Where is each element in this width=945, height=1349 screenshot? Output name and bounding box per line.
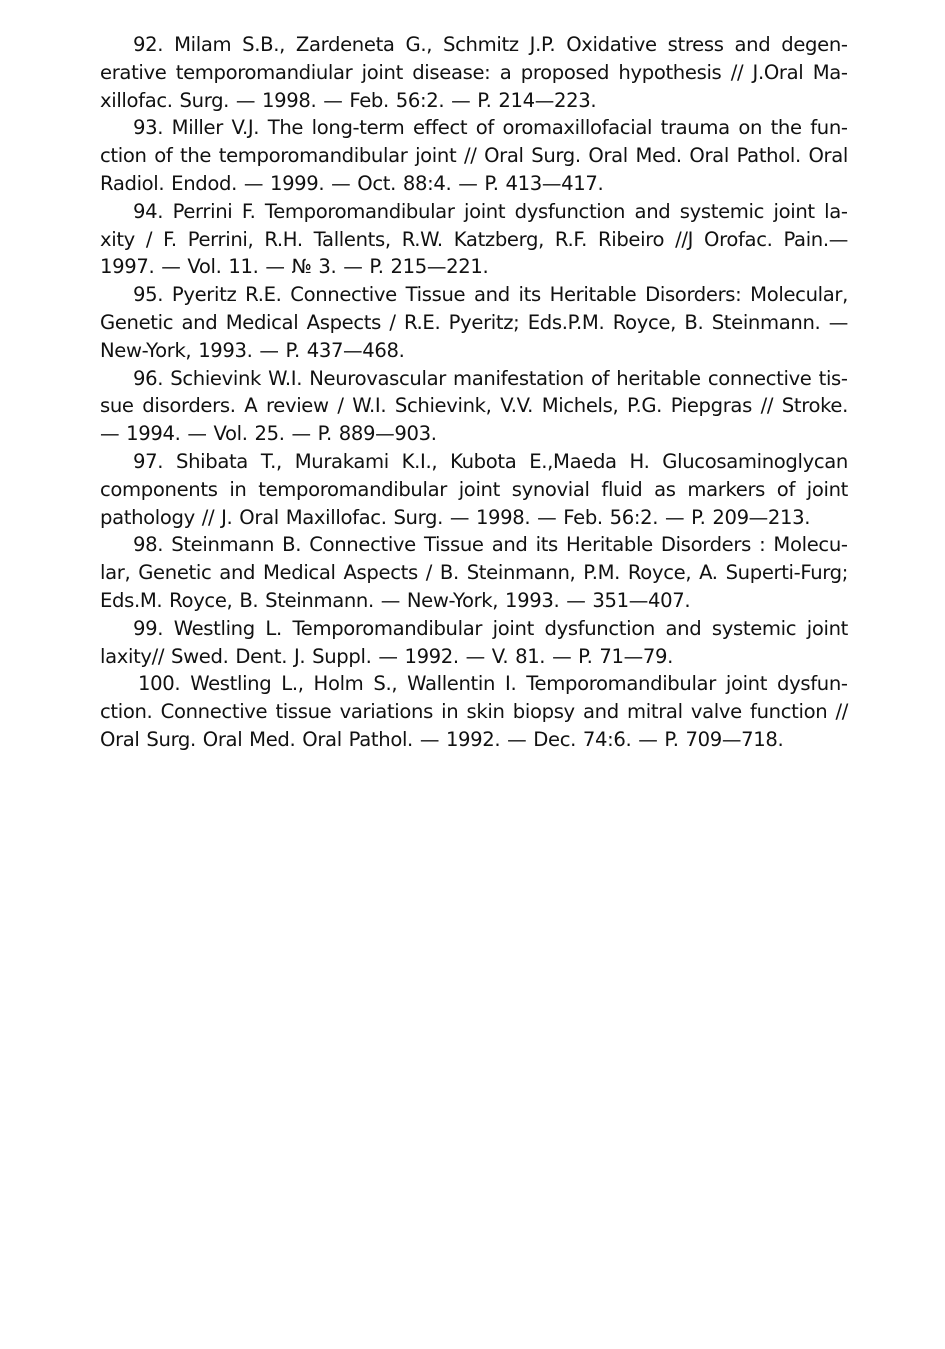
reference-item-98 — [100, 531, 848, 614]
reference-number: 96. — [133, 366, 164, 390]
reference-item-93 — [100, 114, 848, 197]
reference-item-92 — [100, 31, 848, 114]
reference-list — [100, 31, 848, 754]
reference-item-100 — [100, 670, 848, 753]
reference-number: 95. — [133, 283, 164, 307]
reference-text: Schievink W.I. Neurovascular manifestation of heritable connective tissue disorders. A review / W.I. Schievink, V.V. Michels, P.G. Piepgras // Stroke. — 1994. — Vol. 25. — P. 889—903. — [100, 366, 848, 446]
reference-text: Westling L., Holm S., Wallentin I. Temporomandibular joint dysfunction. Connective tissue variations in skin biopsy and mitral valve function // Oral Surg. Oral Med. Oral Pathol. — 1992. — Dec. 74:6. — P. 709—718. — [100, 672, 848, 751]
reference-item-99 — [100, 615, 848, 671]
reference-text: Milam S.B., Zardeneta G., Schmitz J.P. Oxidative stress and degenerative temporomandiular joint disease: a proposed hypothesis // J.Oral Maxillofac. Surg. — 1998. — Feb. 56:2. — P. 214—223. — [100, 33, 848, 112]
reference-number: 92. — [133, 33, 164, 56]
reference-text: Shibata T., Murakami K.I., Kubota E.,Maeda H. Glucosaminoglycan components in temporomandibular joint synovial fluid as markers of joint pathology // J. Oral Maxillofac. Surg. — 1998. — Feb. 56:2. — P. 209—213. — [100, 449, 848, 529]
reference-text: Westling L. Temporomandibular joint dysfunction and systemic joint laxity// Swed. Dent. J. Suppl. — 1992. — V. 81. — P. 71—79. — [100, 616, 848, 668]
reference-item-96 — [100, 365, 848, 448]
reference-item-94 — [100, 198, 848, 281]
reference-number: 94. — [133, 199, 164, 223]
reference-text: Pyeritz R.E. Connective Tissue and its Heritable Disorders: Molecular, Genetic and Medical Aspects / R.E. Pyeritz; Eds.P.M. Royce, B. Steinmann. — New-York, 1993. — P. 437—468. — [100, 283, 848, 362]
reference-item-97 — [100, 448, 848, 531]
reference-text: Steinmann B. Connective Tissue and its Heritable Disorders : Molecular, Genetic and Medical Aspects / B. Steinmann, P.M. Royce, A. Superti-Furg; Eds.M. Royce, B. Steinmann. — New-York, 1993. — 351—407. — [100, 533, 848, 612]
reference-number: 99. — [133, 616, 164, 640]
reference-number: 97. — [133, 449, 164, 473]
reference-item-95 — [100, 281, 848, 364]
reference-number: 93. — [133, 116, 164, 140]
reference-text: Perrini F. Temporomandibular joint dysfunction and systemic joint laxity / F. Perrini, R.H. Tallents, R.W. Katzberg, R.F. Ribeiro //J Orofac. Pain.— 1997. — Vol. 11. — № 3. — P. 215—221. — [100, 199, 848, 279]
reference-text: Miller V.J. The long-term effect of oromaxillofacial trauma on the function of the temporomandibular joint // Oral Surg. Oral Med. Oral Pathol. Oral Radiol. Endod. — 1999. — Oct. 88:4. — P. 413—417. — [100, 116, 848, 195]
reference-number: 98. — [133, 533, 164, 557]
reference-number: 100. — [138, 672, 181, 696]
